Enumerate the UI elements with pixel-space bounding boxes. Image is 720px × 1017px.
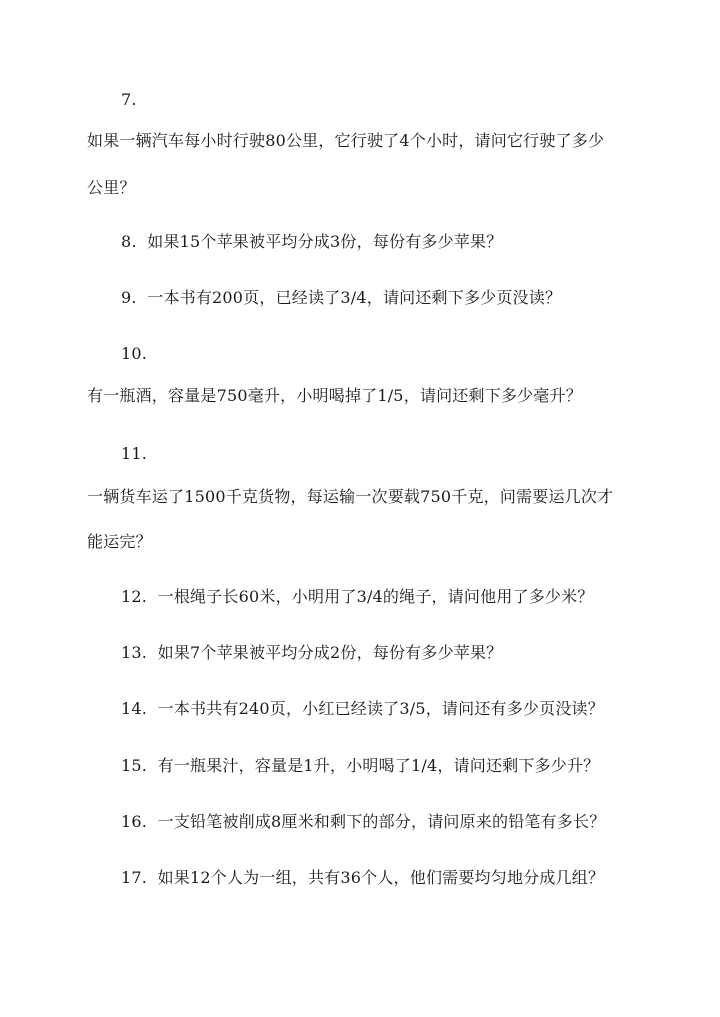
problem-10-text-line1: 有一瓶酒，容量是750毫升，小明喝掉了1/5，请问还剩下多少毫升？ [87, 386, 582, 405]
problem-16-number: 16. [121, 812, 148, 831]
problem-12-number: 12. [121, 587, 148, 606]
problem-17-number: 17. [121, 868, 148, 887]
problem-8-text: 如果15个苹果被平均分成3份，每份有多少苹果？ [147, 232, 503, 251]
problem-16-text: 一支铅笔被削成8厘米和剩下的部分，请问原来的铅笔有多长？ [157, 812, 606, 831]
problem-15-number: 15. [121, 756, 148, 775]
problem-14 [121, 699, 604, 719]
problem-8 [121, 232, 502, 252]
problem-10-number: 10. [121, 344, 148, 363]
problem-11-number: 11. [121, 444, 148, 463]
problem-9-number: 9. [121, 288, 137, 307]
problem-12 [121, 587, 594, 607]
problem-7-number: 7. [121, 90, 137, 109]
problem-17 [121, 868, 604, 888]
problem-15-text: 有一瓶果汁，容量是1升，小明喝了1/4，请问还剩下多少升？ [157, 756, 600, 775]
problem-13-number: 13. [121, 643, 148, 662]
problem-9-text: 一本书有200页，已经读了3/4，请问还剩下多少页没读？ [147, 288, 562, 307]
problem-7-text-line1: 如果一辆汽车每小时行驶80公里，它行驶了4个小时，请问它行驶了多少 [87, 131, 605, 150]
problem-13 [121, 643, 502, 663]
problem-11-text-line1: 一辆货车运了1500千克货物，每运输一次要载750千克，问需要运几次才 [87, 487, 614, 506]
problem-13-text: 如果7个苹果被平均分成2份，每份有多少苹果？ [157, 643, 503, 662]
problem-12-text: 一根绳子长60米，小明用了3/4的绳子，请问他用了多少米？ [157, 587, 594, 606]
problem-11-text-line2: 能运完？ [87, 532, 152, 551]
problem-17-text: 如果12个人为一组，共有36个人，他们需要均匀地分成几组？ [157, 868, 605, 887]
problem-15 [121, 756, 599, 776]
problem-7-text-line2: 公里？ [87, 178, 136, 197]
problem-16 [121, 812, 605, 832]
problem-14-text: 一本书共有240页，小红已经读了3/5，请问还有多少页没读？ [157, 699, 604, 718]
problem-14-number: 14. [121, 699, 148, 718]
problem-9 [121, 288, 561, 308]
problem-8-number: 8. [121, 232, 137, 251]
